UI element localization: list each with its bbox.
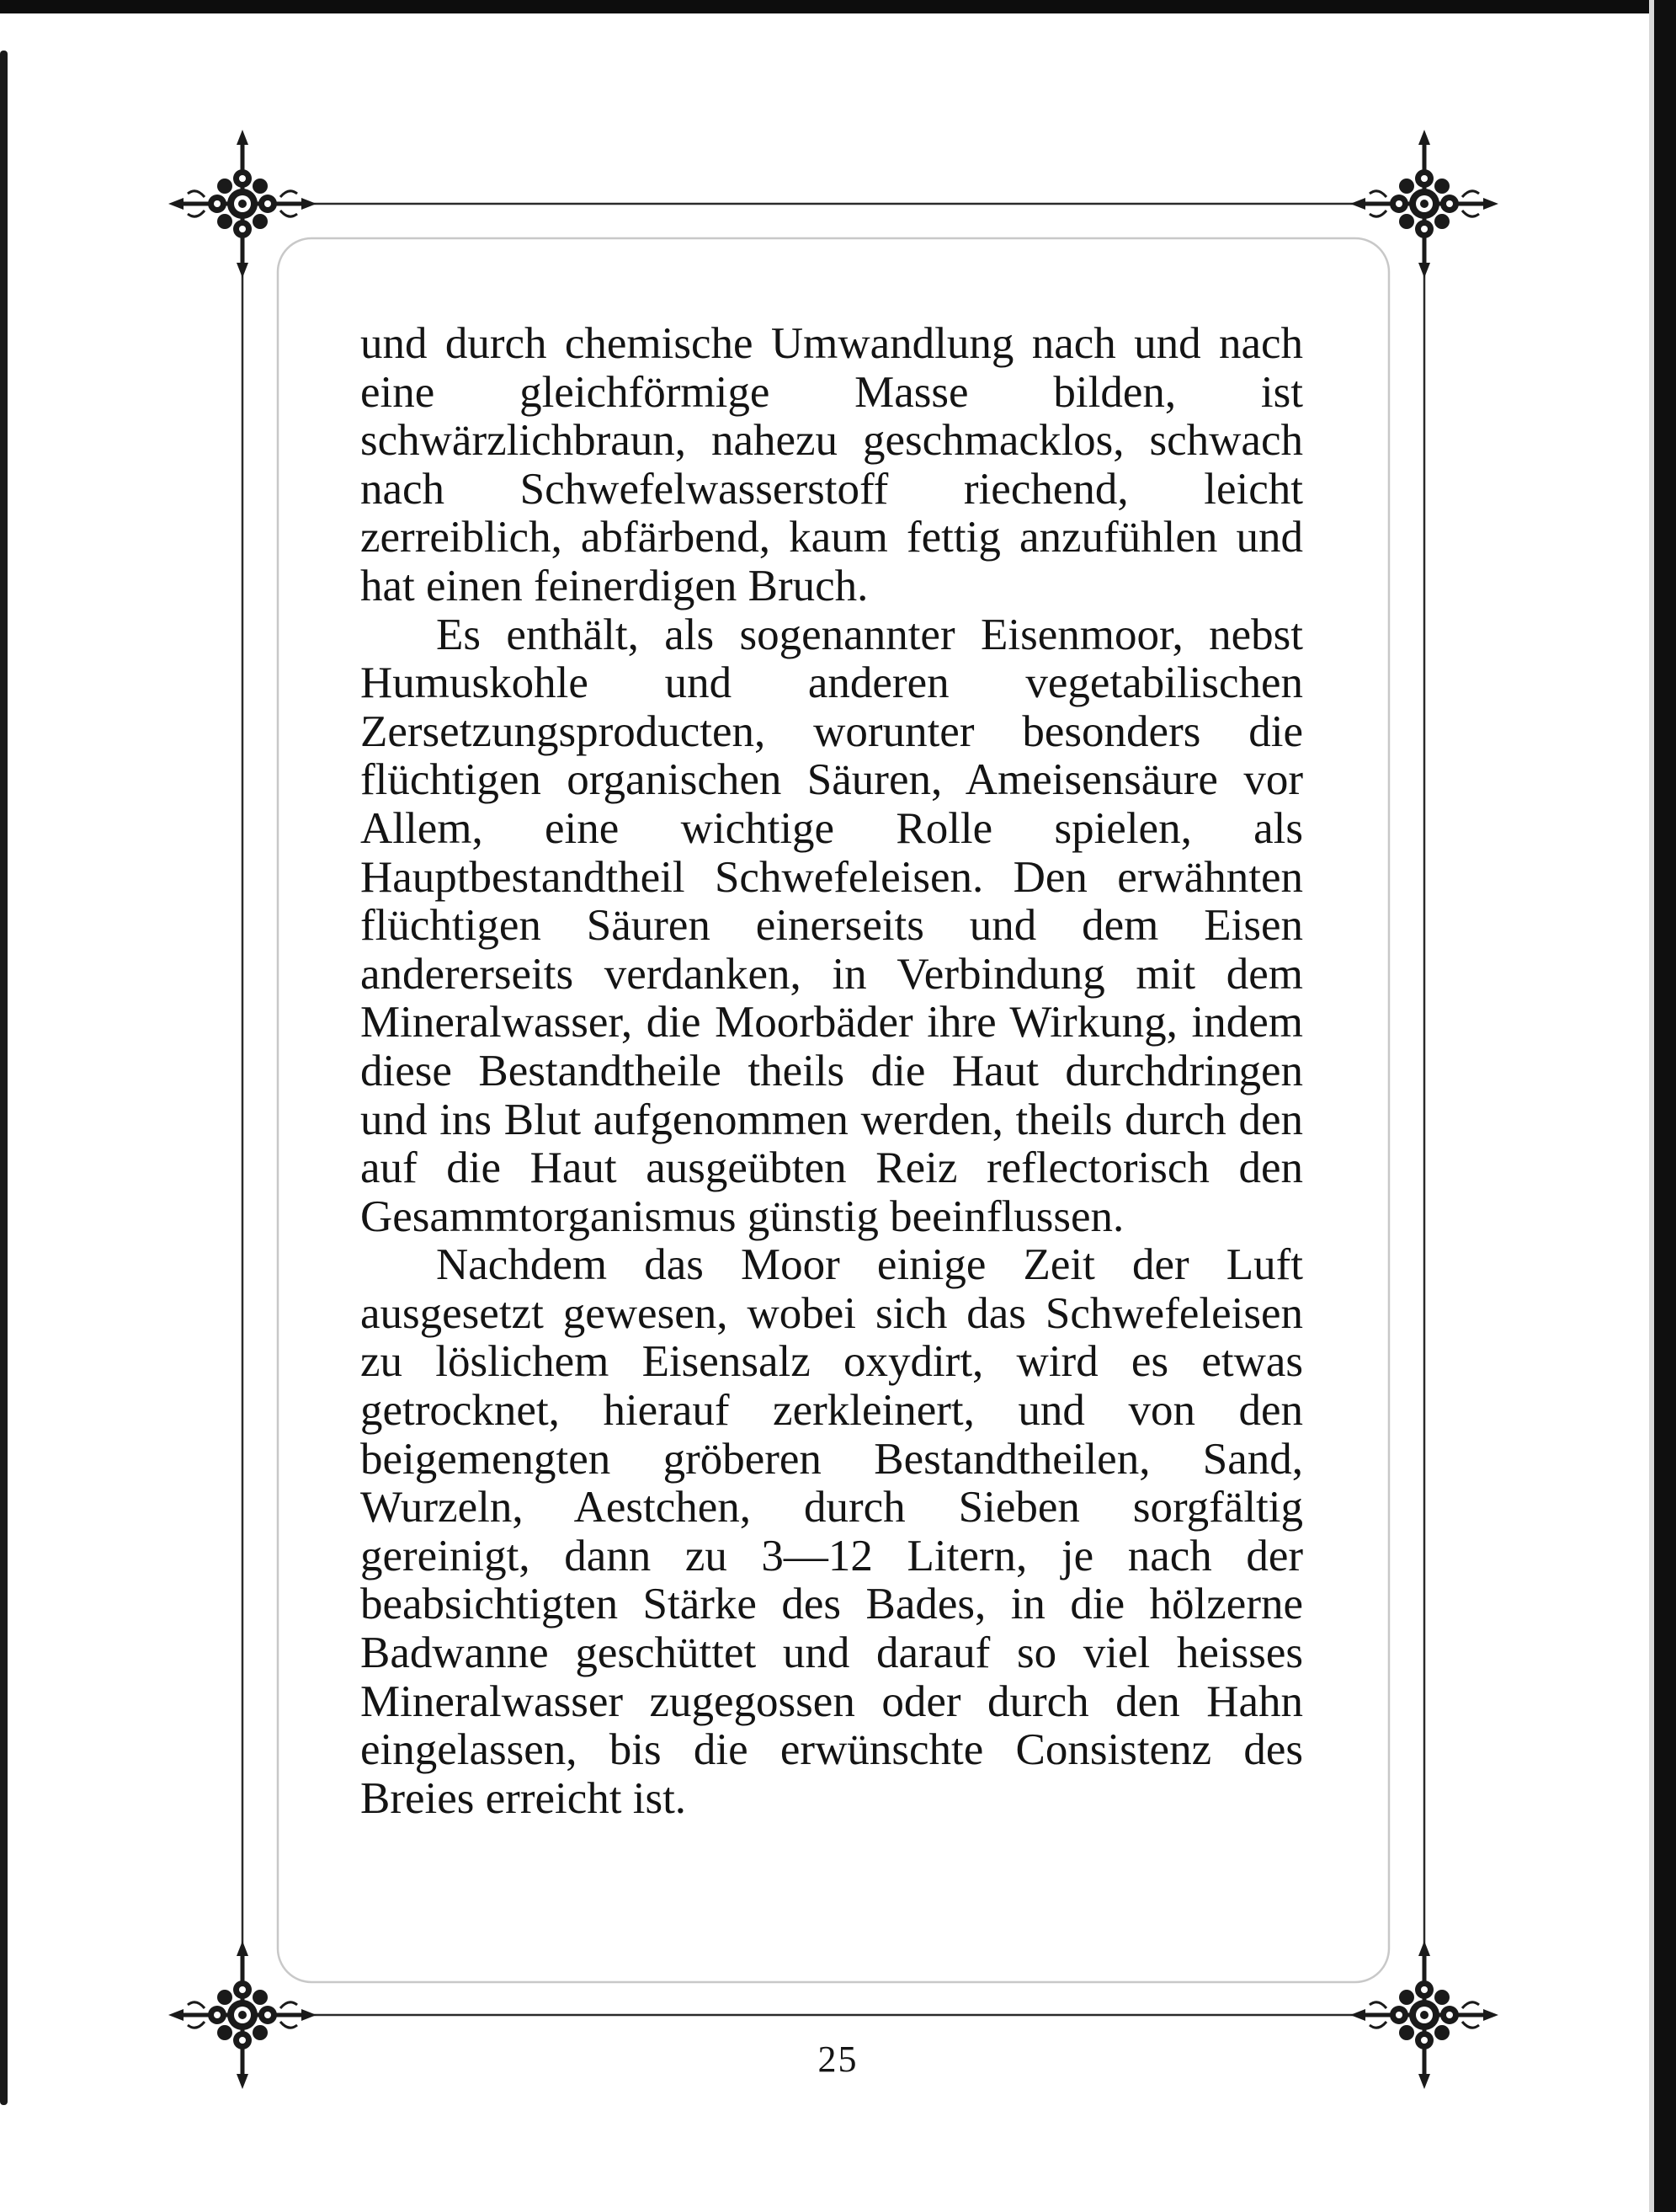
page-number: 25 [817, 2039, 859, 2080]
paragraph-3: Nachdem das Moor einige Zeit der Luft ausgesetzt gewesen, wobei sich das Schwefeleisen zu löslichem Eisensalz oxydirt, wird es etwas getrocknet, hierauf zerkleinert, und von den beigemengten gröberen Bestandtheilen, Sand, Wurzeln, Aestchen, durch Sieben sorgfältig gereinigt, dann zu 3—12 Litern, je nach der beabsichtigten Stärke des Bades, in die hölzerne Badwanne geschüttet und darauf so viel heisses Mineralwasser zugegossen oder durch den Hahn eingelassen, bis die erwünschte Consistenz des Breies erreicht ist. [360, 1240, 1303, 1823]
corner-ornament-top-left-icon [168, 130, 317, 278]
paragraph-1: und durch chemische Umwandlung nach und nach eine gleichförmige Masse bilden, ist schwärzlichbraun, nahezu geschmacklos, schwach nach Schwefelwasserstoff riechend, leicht zerreiblich, abfärbend, kaum fettig anzufühlen und hat einen feinerdigen Bruch. [360, 319, 1303, 610]
paragraph-2: Es enthält, als sogenannter Eisenmoor, nebst Humuskohle und anderen vegetabilischen Zersetzungsproducten, worunter besonders die flüchtigen organischen Säuren, Ameisensäure vor Allem, eine wichtige Rolle spielen, als Hauptbestandtheil Schwefeleisen. Den erwähnten flüchtigen Säuren einerseits und dem Eisen andererseits verdanken, in Verbindung mit dem Mineralwasser, die Moorbäder ihre Wirkung, indem diese Bestandtheile theils die Haut durchdringen und ins Blut aufgenommen werden, theils durch den auf die Haut ausgeübten Reiz reflectorisch den Gesammtorganismus günstig beeinflussen. [360, 610, 1303, 1241]
body-text [360, 320, 1303, 1823]
corner-ornament-top-right-icon [1350, 130, 1498, 278]
